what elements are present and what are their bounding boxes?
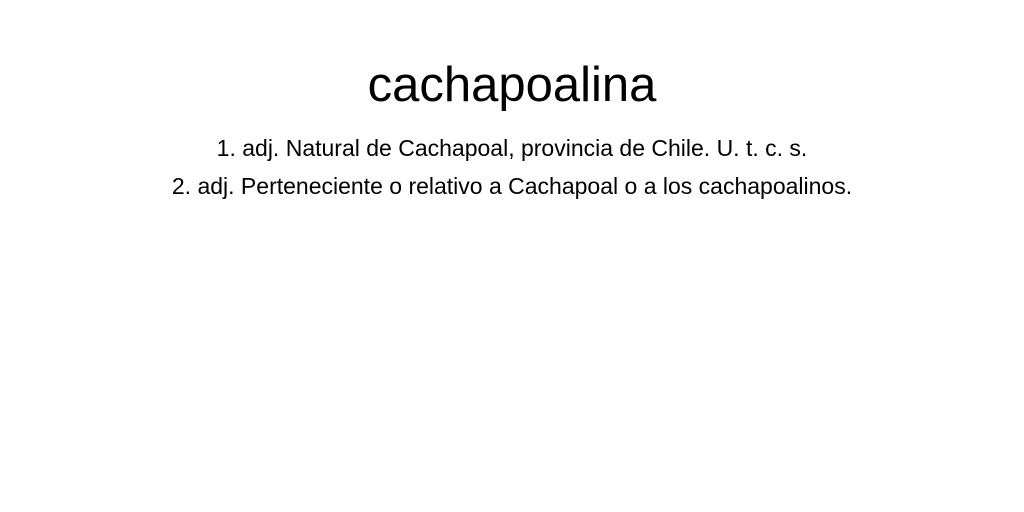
definition-item: 1. adj. Natural de Cachapoal, provincia de Chile. U. t. c. s. xyxy=(216,135,808,161)
definition-list xyxy=(0,129,1024,205)
definition-item: 2. adj. Perteneciente o relativo a Cachapoal o a los cachapoalinos. xyxy=(171,173,853,199)
headword-title: cachapoalina xyxy=(367,58,657,112)
